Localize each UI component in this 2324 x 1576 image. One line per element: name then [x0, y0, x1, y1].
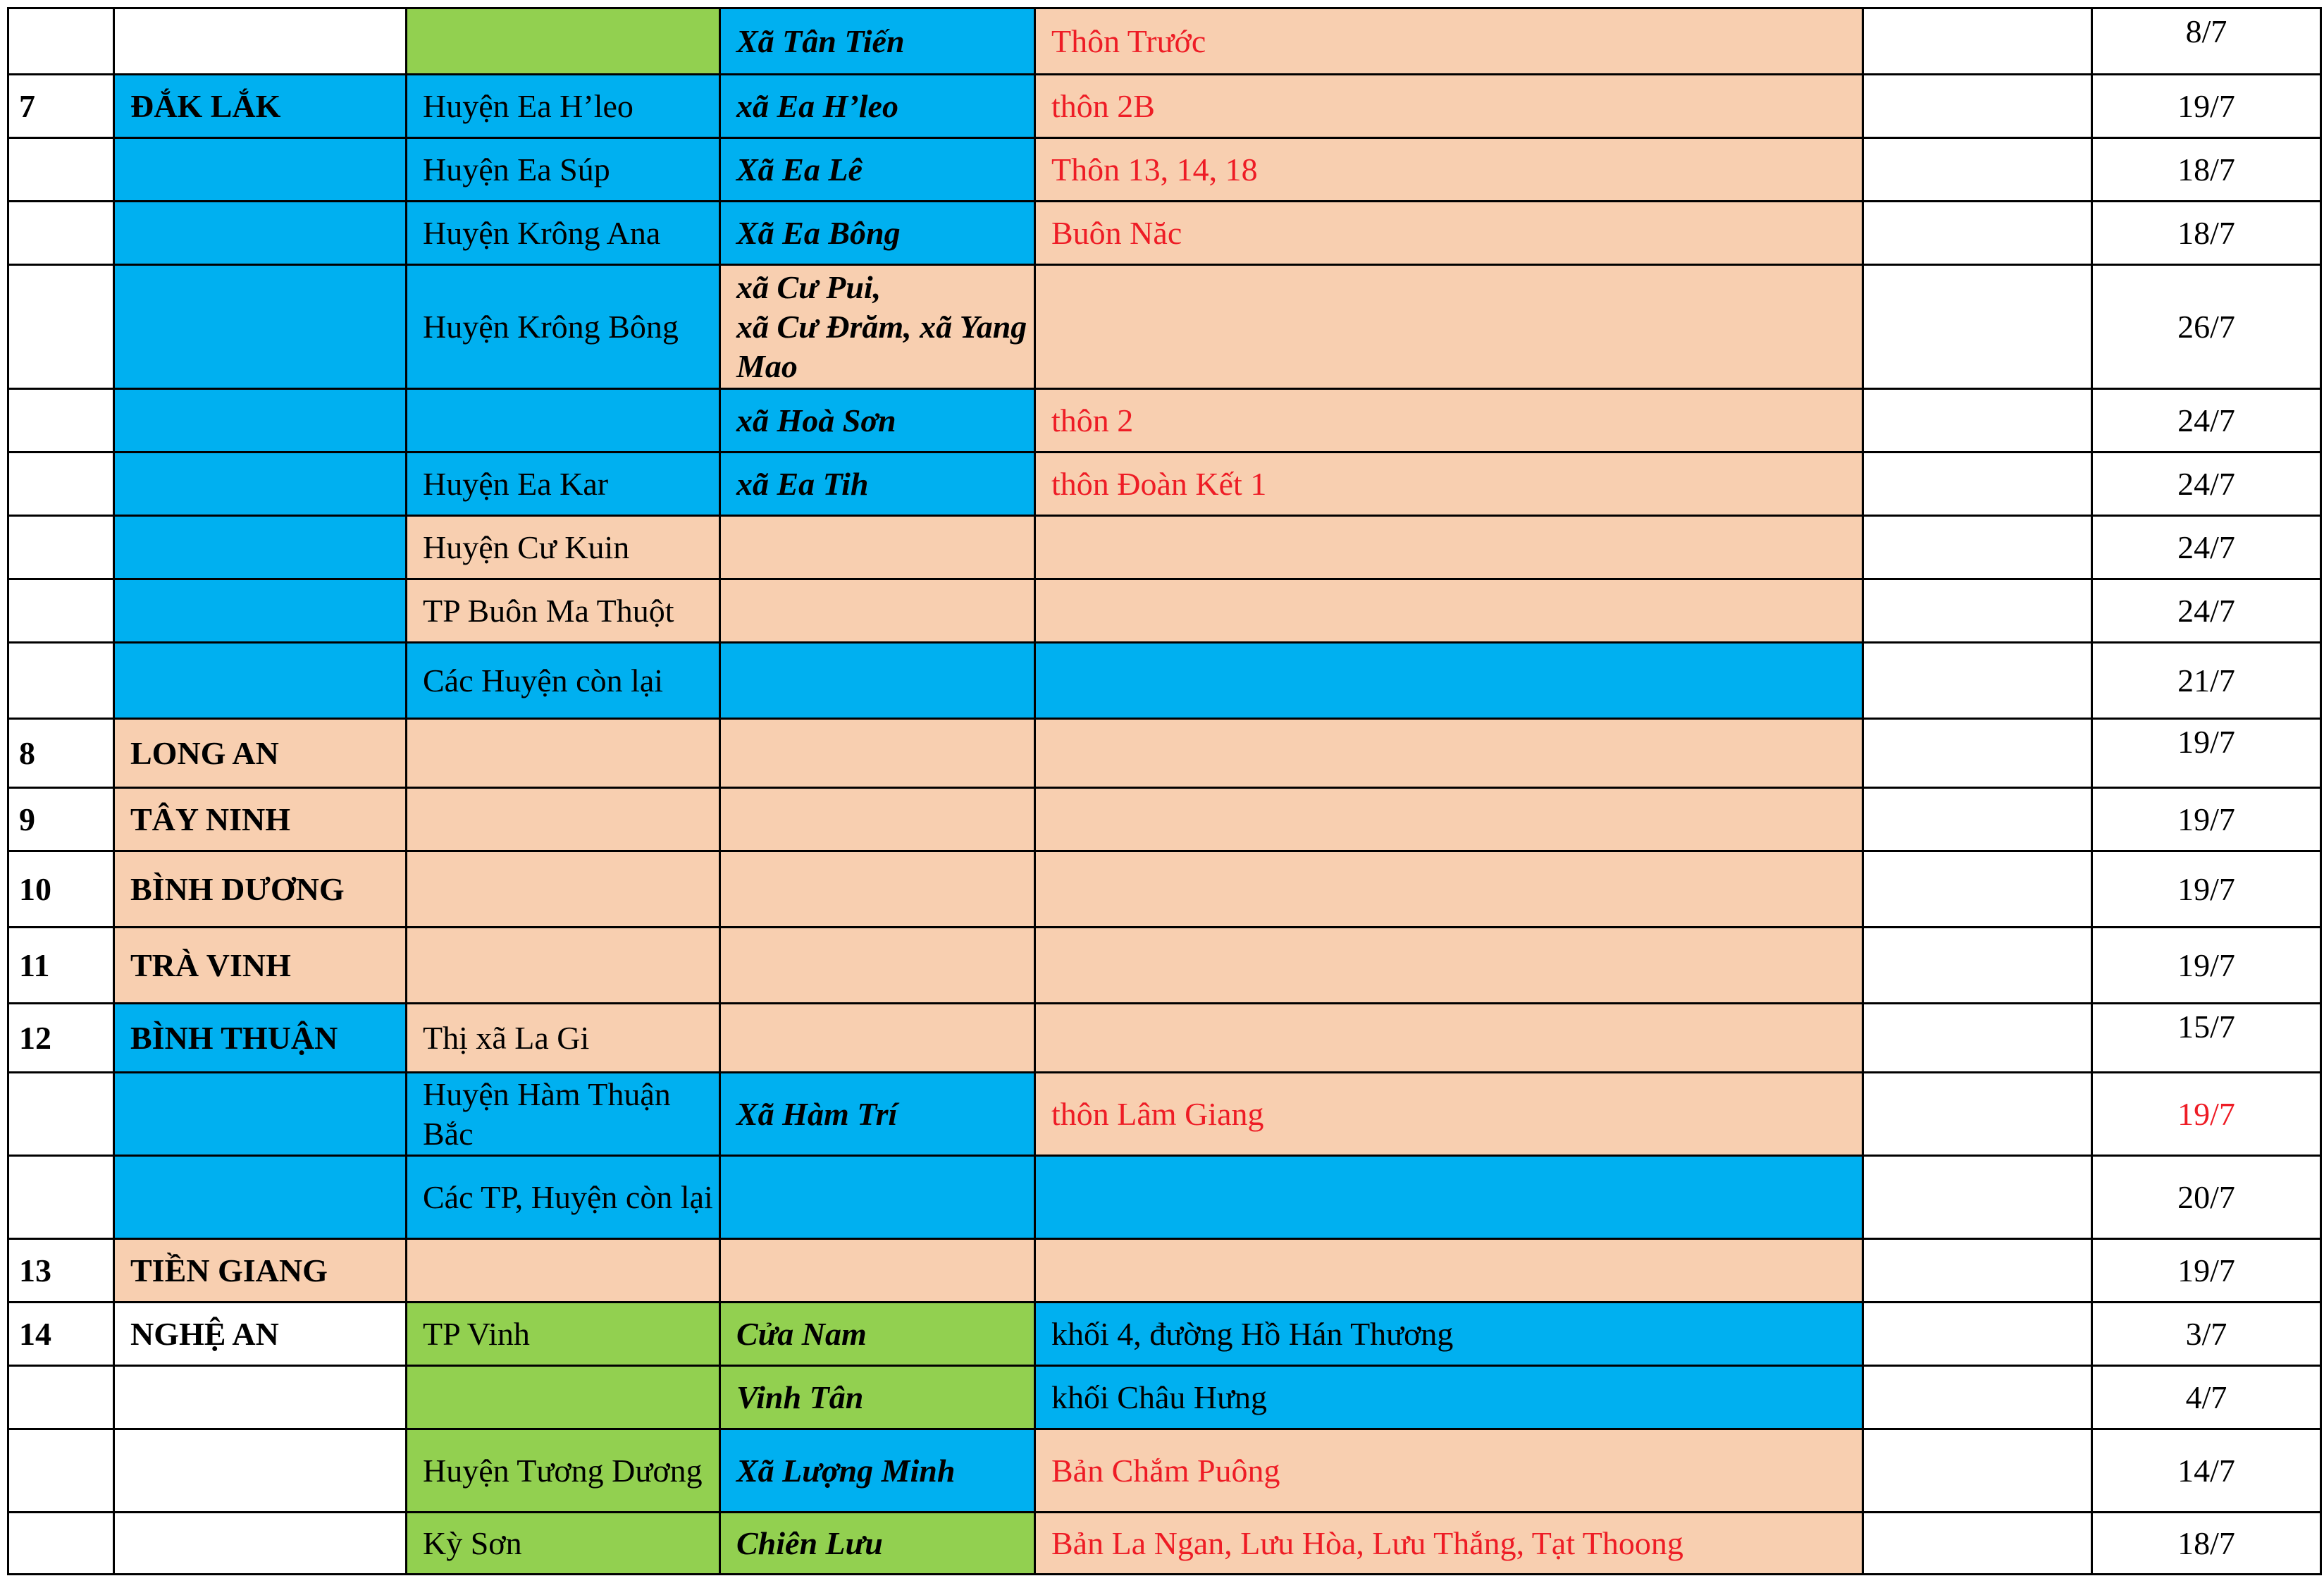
commune-cell: xã Hoà Sơn [720, 389, 1035, 453]
stt-cell: 8 [8, 719, 114, 788]
village-cell [1035, 643, 1863, 719]
date-cell: 19/7 [2092, 75, 2321, 138]
commune-cell: Xã Ea Lê [720, 138, 1035, 202]
stt-cell [8, 516, 114, 579]
province-cell [114, 643, 407, 719]
table-row [8, 1004, 2321, 1073]
note-cell [1863, 1073, 2092, 1156]
district-cell: Huyện Ea Kar [407, 453, 720, 516]
commune-cell: xã Cư Pui, xã Cư Đrăm, xã Yang Mao [720, 265, 1035, 389]
stt-cell [8, 453, 114, 516]
district-cell: Huyện Hàm Thuận Bắc [407, 1073, 720, 1156]
province-cell: TÂY NINH [114, 788, 407, 851]
table-row [8, 1239, 2321, 1303]
stt-cell [8, 202, 114, 265]
village-cell [1035, 788, 1863, 851]
table-row [8, 265, 2321, 389]
note-cell [1863, 1004, 2092, 1073]
district-cell [407, 928, 720, 1004]
province-cell [114, 1156, 407, 1239]
date-cell: 8/7 [2092, 8, 2321, 75]
commune-cell [720, 1156, 1035, 1239]
date-cell: 18/7 [2092, 138, 2321, 202]
commune-cell [720, 788, 1035, 851]
village-cell [1035, 1156, 1863, 1239]
table-row [8, 643, 2321, 719]
date-cell: 18/7 [2092, 1513, 2321, 1575]
district-cell: Huyện Tương Dương [407, 1429, 720, 1513]
table-row [8, 453, 2321, 516]
table-row [8, 75, 2321, 138]
note-cell [1863, 1239, 2092, 1303]
note-cell [1863, 453, 2092, 516]
province-cell [114, 579, 407, 643]
stt-cell: 7 [8, 75, 114, 138]
village-cell: thôn Lâm Giang [1035, 1073, 1863, 1156]
date-cell: 14/7 [2092, 1429, 2321, 1513]
commune-cell: Cửa Nam [720, 1303, 1035, 1366]
province-cell: ĐẮK LẮK [114, 75, 407, 138]
date-cell: 19/7 [2092, 928, 2321, 1004]
stt-cell [8, 8, 114, 75]
village-cell: thôn 2 [1035, 389, 1863, 453]
village-cell: thôn Đoàn Kết 1 [1035, 453, 1863, 516]
province-cell [114, 265, 407, 389]
date-cell: 19/7 [2092, 1239, 2321, 1303]
date-cell: 19/7 [2092, 851, 2321, 928]
village-cell [1035, 579, 1863, 643]
date-cell: 20/7 [2092, 1156, 2321, 1239]
table-row [8, 1513, 2321, 1575]
stt-cell: 10 [8, 851, 114, 928]
table-row [8, 1429, 2321, 1513]
commune-cell [720, 928, 1035, 1004]
village-cell: thôn 2B [1035, 75, 1863, 138]
district-cell [407, 788, 720, 851]
table-row [8, 8, 2321, 75]
date-cell: 19/7 [2092, 788, 2321, 851]
note-cell [1863, 389, 2092, 453]
district-cell: Huyện Ea H’leo [407, 75, 720, 138]
district-cell [407, 719, 720, 788]
table-row [8, 1366, 2321, 1429]
table-row [8, 1073, 2321, 1156]
note-cell [1863, 1513, 2092, 1575]
village-cell: Buôn Năc [1035, 202, 1863, 265]
province-cell: TRÀ VINH [114, 928, 407, 1004]
province-cell [114, 1366, 407, 1429]
commune-cell [720, 643, 1035, 719]
table-row [8, 579, 2321, 643]
commune-cell [720, 851, 1035, 928]
province-cell: LONG AN [114, 719, 407, 788]
district-cell [407, 1239, 720, 1303]
district-cell: Các Huyện còn lại [407, 643, 720, 719]
note-cell [1863, 788, 2092, 851]
district-cell: Kỳ Sơn [407, 1513, 720, 1575]
district-cell: TP Buôn Ma Thuột [407, 579, 720, 643]
note-cell [1863, 202, 2092, 265]
table-row [8, 1156, 2321, 1239]
province-cell: TIỀN GIANG [114, 1239, 407, 1303]
note-cell [1863, 1366, 2092, 1429]
province-schedule-table [7, 7, 2322, 1575]
table-row [8, 851, 2321, 928]
province-cell [114, 138, 407, 202]
commune-cell [720, 1239, 1035, 1303]
stt-cell [8, 389, 114, 453]
district-cell: TP Vinh [407, 1303, 720, 1366]
stt-cell [8, 1156, 114, 1239]
table-row [8, 719, 2321, 788]
note-cell [1863, 138, 2092, 202]
date-cell: 26/7 [2092, 265, 2321, 389]
commune-cell: Chiên Lưu [720, 1513, 1035, 1575]
stt-cell [8, 1513, 114, 1575]
date-cell: 24/7 [2092, 389, 2321, 453]
date-cell: 4/7 [2092, 1366, 2321, 1429]
date-cell: 18/7 [2092, 202, 2321, 265]
date-cell: 19/7 [2092, 1073, 2321, 1156]
date-cell: 21/7 [2092, 643, 2321, 719]
date-cell: 24/7 [2092, 453, 2321, 516]
village-cell: Bản Chắm Puông [1035, 1429, 1863, 1513]
date-cell: 24/7 [2092, 516, 2321, 579]
province-cell [114, 389, 407, 453]
stt-cell [8, 1366, 114, 1429]
note-cell [1863, 719, 2092, 788]
stt-cell [8, 1073, 114, 1156]
village-cell: Bản La Ngan, Lưu Hòa, Lưu Thắng, Tạt Thoong [1035, 1513, 1863, 1575]
table-row [8, 202, 2321, 265]
commune-cell: Xã Ea Bông [720, 202, 1035, 265]
district-cell: Các TP, Huyện còn lại [407, 1156, 720, 1239]
stt-cell: 13 [8, 1239, 114, 1303]
stt-cell: 12 [8, 1004, 114, 1073]
stt-cell: 9 [8, 788, 114, 851]
district-cell [407, 8, 720, 75]
date-cell: 24/7 [2092, 579, 2321, 643]
note-cell [1863, 851, 2092, 928]
note-cell [1863, 516, 2092, 579]
province-cell: NGHỆ AN [114, 1303, 407, 1366]
village-cell [1035, 851, 1863, 928]
date-cell: 19/7 [2092, 719, 2321, 788]
province-cell [114, 516, 407, 579]
province-cell [114, 1429, 407, 1513]
village-cell [1035, 719, 1863, 788]
village-cell: khối 4, đường Hồ Hán Thương [1035, 1303, 1863, 1366]
table-row [8, 928, 2321, 1004]
district-cell: Huyện Cư Kuin [407, 516, 720, 579]
commune-cell: Xã Lượng Minh [720, 1429, 1035, 1513]
province-cell: BÌNH DƯƠNG [114, 851, 407, 928]
note-cell [1863, 579, 2092, 643]
province-cell [114, 1513, 407, 1575]
table-row [8, 389, 2321, 453]
village-cell [1035, 1004, 1863, 1073]
stt-cell [8, 265, 114, 389]
province-cell: BÌNH THUẬN [114, 1004, 407, 1073]
village-cell: Thôn Trước [1035, 8, 1863, 75]
province-cell [114, 453, 407, 516]
date-cell: 3/7 [2092, 1303, 2321, 1366]
village-cell: khối Châu Hưng [1035, 1366, 1863, 1429]
province-cell [114, 8, 407, 75]
province-cell [114, 202, 407, 265]
village-cell [1035, 1239, 1863, 1303]
table-row [8, 516, 2321, 579]
note-cell [1863, 928, 2092, 1004]
note-cell [1863, 75, 2092, 138]
note-cell [1863, 8, 2092, 75]
commune-cell: Xã Hàm Trí [720, 1073, 1035, 1156]
note-cell [1863, 643, 2092, 719]
commune-cell: xã Ea H’leo [720, 75, 1035, 138]
commune-cell: Xã Tân Tiến [720, 8, 1035, 75]
stt-cell [8, 1429, 114, 1513]
village-cell: Thôn 13, 14, 18 [1035, 138, 1863, 202]
village-cell [1035, 516, 1863, 579]
district-cell: Huyện Krông Ana [407, 202, 720, 265]
commune-cell [720, 1004, 1035, 1073]
district-cell: Huyện Ea Súp [407, 138, 720, 202]
district-cell: Thị xã La Gi [407, 1004, 720, 1073]
district-cell [407, 389, 720, 453]
village-cell [1035, 265, 1863, 389]
note-cell [1863, 265, 2092, 389]
stt-cell [8, 643, 114, 719]
province-cell [114, 1073, 407, 1156]
stt-cell: 11 [8, 928, 114, 1004]
note-cell [1863, 1156, 2092, 1239]
commune-cell [720, 516, 1035, 579]
table-row [8, 1303, 2321, 1366]
district-cell [407, 851, 720, 928]
village-cell [1035, 928, 1863, 1004]
district-cell: Huyện Krông Bông [407, 265, 720, 389]
note-cell [1863, 1303, 2092, 1366]
table-row [8, 788, 2321, 851]
stt-cell [8, 138, 114, 202]
table-row [8, 138, 2321, 202]
note-cell [1863, 1429, 2092, 1513]
commune-cell [720, 579, 1035, 643]
date-cell: 15/7 [2092, 1004, 2321, 1073]
commune-cell: xã Ea Tih [720, 453, 1035, 516]
district-cell [407, 1366, 720, 1429]
commune-cell [720, 719, 1035, 788]
stt-cell [8, 579, 114, 643]
stt-cell: 14 [8, 1303, 114, 1366]
commune-cell: Vinh Tân [720, 1366, 1035, 1429]
